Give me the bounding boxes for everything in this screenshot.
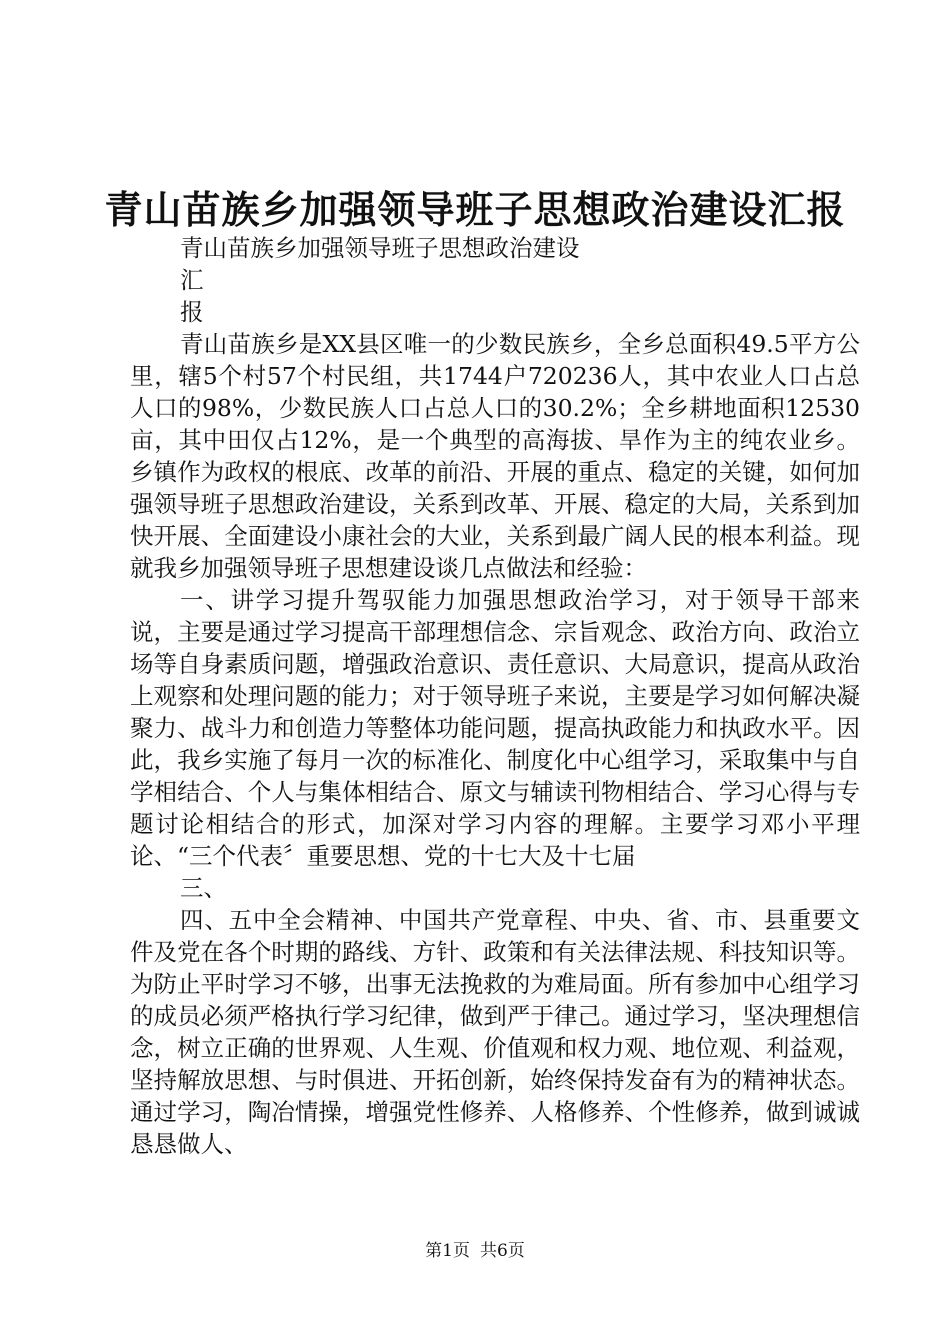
body-paragraph: 三、 <box>180 874 227 902</box>
subtitle-line: 汇 <box>180 266 204 294</box>
page-number: 第1页 <box>425 1241 470 1261</box>
body-paragraph: 一、讲学习提升驾驭能力加强思想政治学习，对于领导干部来说，主要是通过学习提高干部理想信念、宗旨观念、政治方向、政治立场等自身素质问题，增强政治意识、责任意识、大局意识，提高从政治上观察和处理问题的能力；对于领导班子来说，主要是学习如何解决凝聚力、战斗力和创造力等整体功能问题，提高执政能力和执政水平。因此，我乡实施了每月一次的标准化、制度化中心组学习，采取集中与自学相结合、个人与集体相结合、原文与辅读刊物相结合、学习心得与专题讨论相结合的形式，加深对学习内容的理解。主要学习邓小平理论、“三个代表〞重要思想、党的十七大及十七届 <box>130 586 860 870</box>
document-body <box>130 232 860 1160</box>
page-footer <box>0 1240 950 1262</box>
body-paragraph: 青山苗族乡是XX县区唯一的少数民族乡，全乡总面积49.5平方公里，辖5个村57个村民组，共1744户720236人，其中农业人口占总人口的98%，少数民族人口占总人口的30.2%；全乡耕地面积12530亩，其中田仅占12%，是一个典型的高海拔、旱作为主的纯农业乡。乡镇作为政权的根底、改革的前沿、开展的重点、稳定的关键，如何加强领导班子思想政治建设，关系到改革、开展、稳定的大局，关系到加快开展、全面建设小康社会的大业，关系到最广阔人民的根本利益。现就我乡加强领导班子思想建设谈几点做法和经验： <box>130 330 860 582</box>
body-paragraph: 四、五中全会精神、中国共产党章程、中央、省、市、县重要文件及党在各个时期的路线、方针、政策和有关法律法规、科技知识等。为防止平时学习不够，出事无法挽救的为难局面。所有参加中心组学习的成员必须严格执行学习纪律，做到严于律己。通过学习，坚决理想信念，树立正确的世界观、人生观、价值观和权力观、地位观、利益观，坚持解放思想、与时俱进、开拓创新，始终保持发奋有为的精神状态。通过学习，陶冶情操，增强党性修养、人格修养、个性修养，做到诚诚恳恳做人、 <box>130 906 860 1158</box>
document-title: 青山苗族乡加强领导班子思想政治建设汇报 <box>104 187 846 232</box>
subtitle-line: 青山苗族乡加强领导班子思想政治建设 <box>180 234 580 262</box>
subtitle-line: 报 <box>180 298 204 326</box>
page-total: 共6页 <box>480 1241 525 1261</box>
